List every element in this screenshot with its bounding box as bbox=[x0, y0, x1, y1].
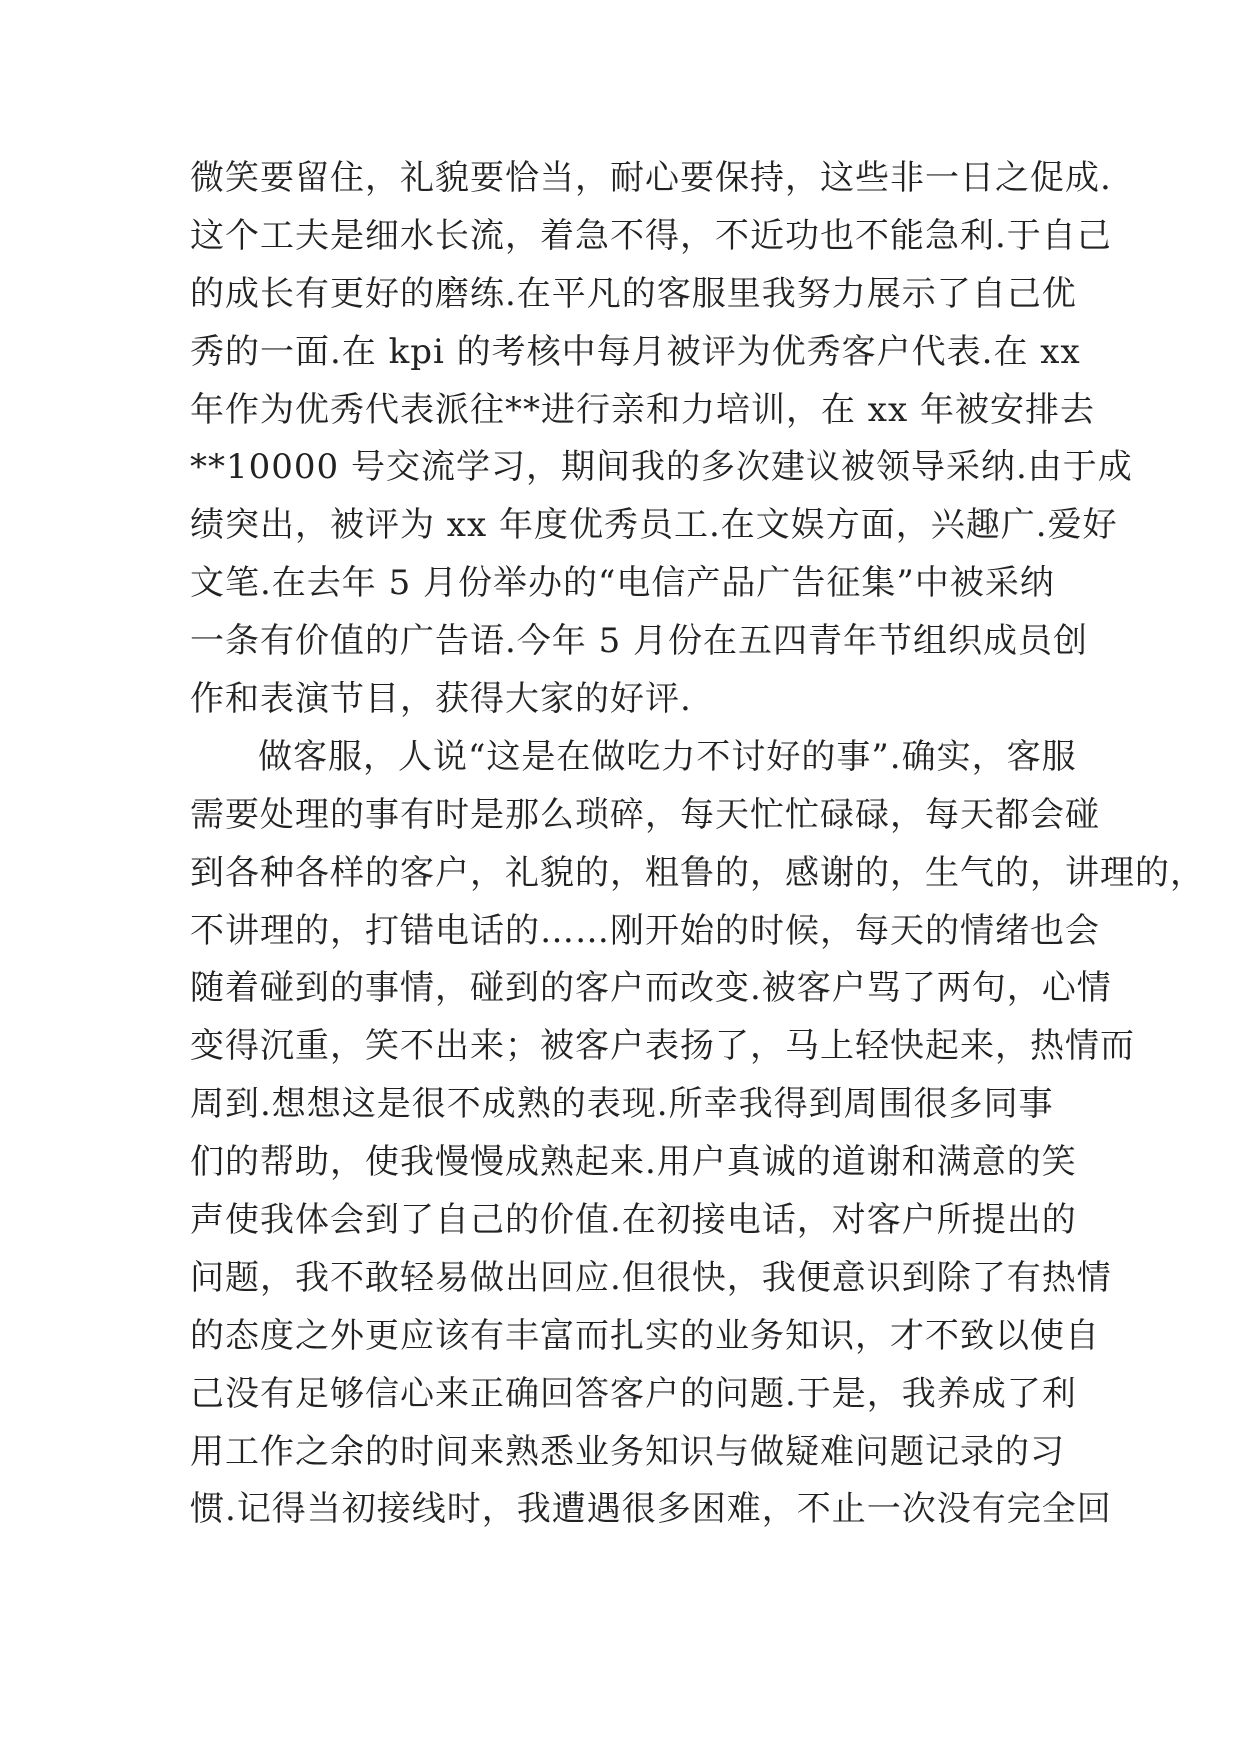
text-line: 作和表演节目，获得大家的好评. bbox=[190, 679, 692, 720]
text-line: 们的帮助，使我慢慢成熟起来.用户真诚的道谢和满意的笑 bbox=[190, 1142, 1077, 1183]
text-line: 惯.记得当初接线时，我遭遇很多困难，不止一次没有完全回 bbox=[190, 1489, 1112, 1530]
text-line: 文笔.在去年 5 月份举办的“电信产品广告征集”中被采纳 bbox=[190, 563, 1055, 604]
paragraph-first-line: 做客服，人说“这是在做吃力不讨好的事”.确实，客服 bbox=[258, 736, 1077, 777]
text-line: **10000 号交流学习，期间我的多次建议被领导采纳.由于成 bbox=[190, 447, 1133, 488]
text-line: 的成长有更好的磨练.在平凡的客服里我努力展示了自己优 bbox=[190, 273, 1077, 314]
text-line: 需要处理的事有时是那么琐碎，每天忙忙碌碌，每天都会碰 bbox=[190, 794, 1100, 835]
text-line: 微笑要留住，礼貌要恰当，耐心要保持，这些非一日之促成. bbox=[190, 158, 1112, 198]
text-line: 声使我体会到了自己的价值.在初接电话，对客户所提出的 bbox=[190, 1200, 1077, 1241]
text-line: 周到.想想这是很不成熟的表现.所幸我得到周围很多同事 bbox=[190, 1084, 1054, 1125]
text-line: 问题，我不敢轻易做出回应.但很快，我便意识到除了有热情 bbox=[190, 1257, 1112, 1298]
text-line: 这个工夫是细水长流，着急不得，不近功也不能急利.于自己 bbox=[190, 215, 1112, 256]
text-line: 绩突出，被评为 xx 年度优秀员工.在文娱方面，兴趣广.爱好 bbox=[190, 505, 1118, 546]
text-line: 变得沉重，笑不出来；被客户表扬了，马上轻快起来，热情而 bbox=[190, 1026, 1135, 1067]
text-line: 的态度之外更应该有丰富而扎实的业务知识，才不致以使自 bbox=[190, 1315, 1100, 1356]
text-line: 到各种各样的客户，礼貌的，粗鲁的，感谢的，生气的，讲理的， bbox=[190, 852, 1205, 893]
text-line: 秀的一面.在 kpi 的考核中每月被评为优秀客户代表.在 xx bbox=[190, 331, 1081, 372]
text-line: 不讲理的，打错电话的……刚开始的时候，每天的情绪也会 bbox=[190, 910, 1100, 951]
document-body bbox=[190, 150, 1205, 1539]
text-line: 随着碰到的事情，碰到的客户而改变.被客户骂了两句，心情 bbox=[190, 968, 1112, 1009]
text-line: 一条有价值的广告语.今年 5 月份在五四青年节组织成员创 bbox=[190, 621, 1089, 662]
text-line: 己没有足够信心来正确回答客户的问题.于是，我养成了利 bbox=[190, 1373, 1077, 1414]
text-line: 年作为优秀代表派往**进行亲和力培训，在 xx 年被安排去 bbox=[190, 389, 1095, 430]
text-line: 用工作之余的时间来熟悉业务知识与做疑难问题记录的习 bbox=[190, 1431, 1065, 1472]
